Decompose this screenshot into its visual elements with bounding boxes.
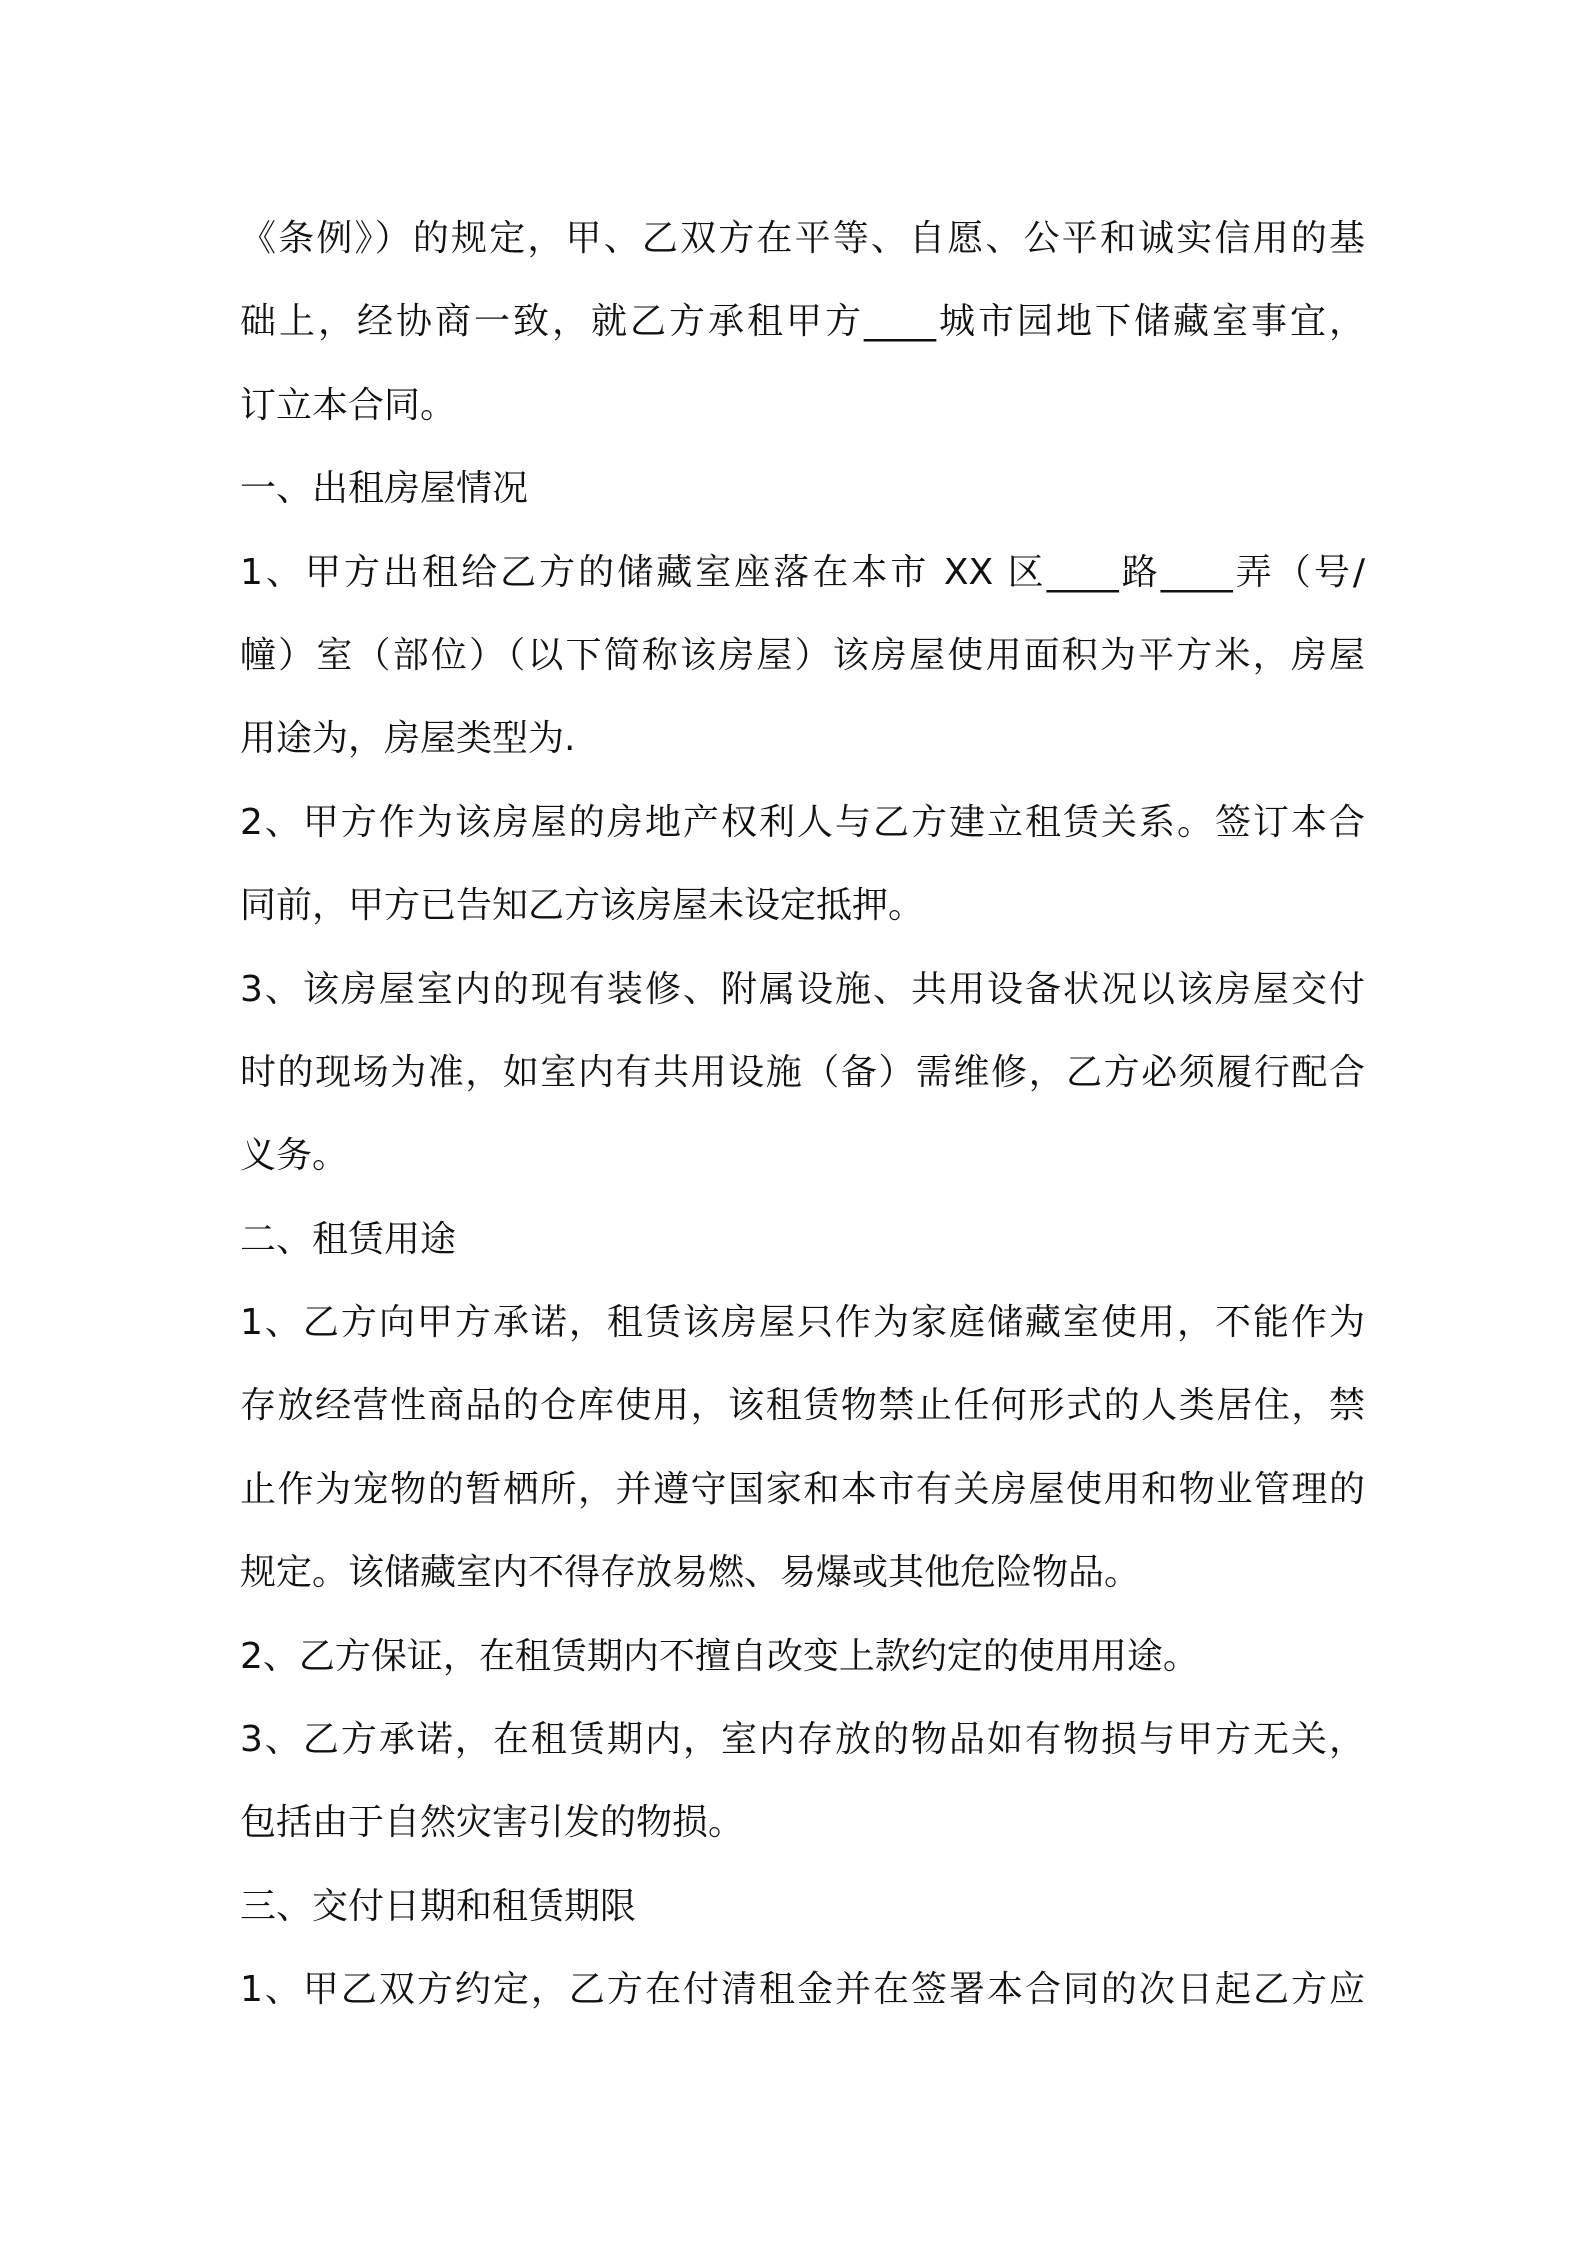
text-line: 础上，经协商一致，就乙方承租甲方____城市园地下储藏室事宜， xyxy=(240,301,1365,343)
text-line: 1、乙方向甲方承诺，租赁该房屋只作为家庭储藏室使用，不能作为 xyxy=(240,1302,1365,1344)
section-heading: 三、交付日期和租赁期限 xyxy=(240,1885,637,1927)
document-body xyxy=(240,197,1365,2032)
text-line: 订立本合同。 xyxy=(240,384,457,426)
text-line: 用途为，房屋类型为. xyxy=(240,718,576,760)
text-line: 1、甲乙双方约定，乙方在付清租金并在签署本合同的次日起乙方应 xyxy=(240,1969,1365,2011)
text-line: 规定。该储藏室内不得存放易燃、易爆或其他危险物品。 xyxy=(240,1552,1141,1594)
text-line: 《条例》）的规定，甲、乙双方在平等、自愿、公平和诚实信用的基 xyxy=(240,218,1365,259)
text-line: 3、该房屋室内的现有装修、附属设施、共用设备状况以该房屋交付 xyxy=(240,968,1365,1010)
text-line: 1、甲方出租给乙方的储藏室座落在本市 XX 区____路____弄（号/ xyxy=(240,551,1365,593)
text-line: 2、乙方保证，在租赁期内不擅自改变上款约定的使用用途。 xyxy=(240,1635,1199,1677)
text-line: 存放经营性商品的仓库使用，该租赁物禁止任何形式的人类居住，禁 xyxy=(240,1385,1365,1427)
text-line: 同前，甲方已告知乙方该房屋未设定抵押。 xyxy=(240,885,925,927)
text-line: 义务。 xyxy=(240,1135,349,1177)
text-line: 幢）室（部位）（以下简称该房屋）该房屋使用面积为平方米，房屋 xyxy=(240,634,1365,676)
section-heading: 一、出租房屋情况 xyxy=(240,468,529,510)
text-line: 包括由于自然灾害引发的物损。 xyxy=(240,1802,745,1844)
text-line: 3、乙方承诺，在租赁期内，室内存放的物品如有物损与甲方无关， xyxy=(240,1719,1365,1761)
text-line: 时的现场为准，如室内有共用设施（备）需维修，乙方必须履行配合 xyxy=(240,1051,1365,1093)
text-line: 2、甲方作为该房屋的房地产权利人与乙方建立租赁关系。签订本合 xyxy=(240,801,1365,843)
section-heading: 二、租赁用途 xyxy=(240,1218,457,1260)
text-line: 止作为宠物的暂栖所，并遵守国家和本市有关房屋使用和物业管理的 xyxy=(240,1468,1365,1510)
